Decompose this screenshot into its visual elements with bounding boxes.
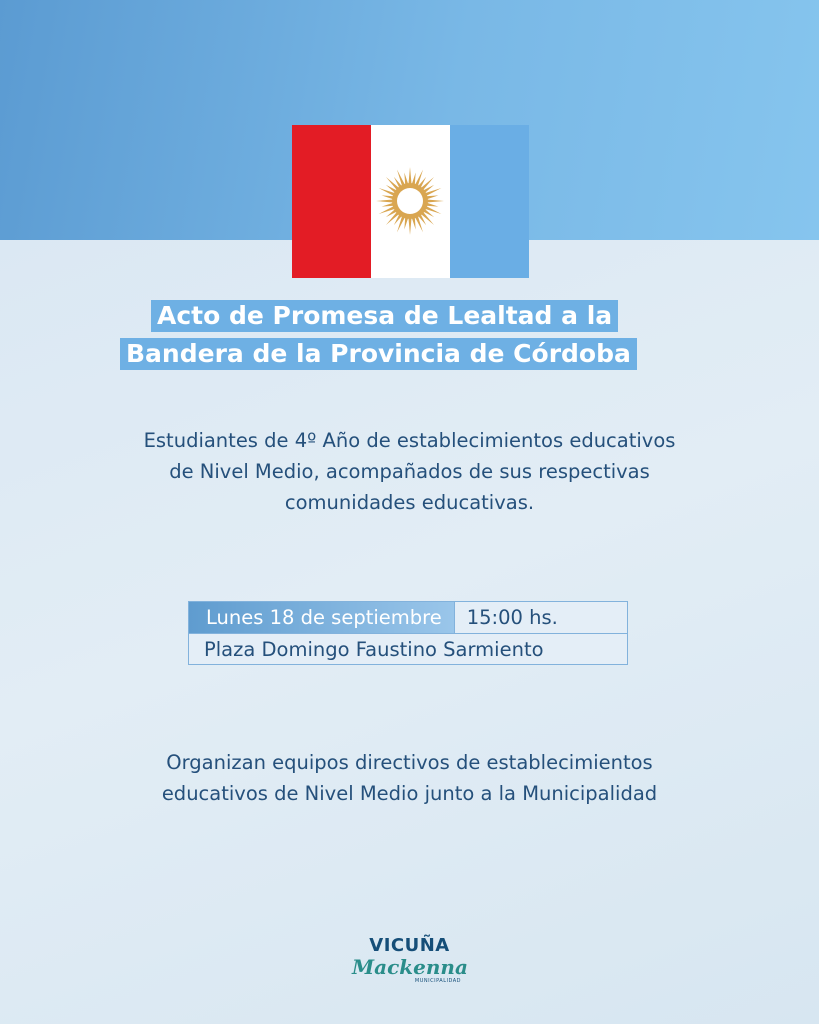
description-line: Estudiantes de 4º Año de establecimientos educativos	[143, 429, 676, 452]
event-time: 15:00 hs.	[454, 602, 558, 633]
event-date-row	[189, 602, 627, 634]
title-line-2: Bandera de la Provincia de Córdoba	[120, 338, 637, 370]
title-line-1: Acto de Promesa de Lealtad a la	[151, 300, 618, 332]
organizers-line: educativos de Nivel Medio junto a la Municipalidad	[161, 782, 658, 805]
organizers-line: Organizan equipos directivos de establecimientos	[166, 751, 653, 774]
event-place: Plaza Domingo Faustino Sarmiento	[204, 638, 544, 661]
logo-top-text: VICUÑA	[369, 935, 450, 956]
sun-icon	[375, 166, 445, 236]
description-line: de Nivel Medio, acompañados de sus respectivas	[169, 460, 650, 483]
municipality-logo	[352, 936, 467, 996]
logo-script-text: Mackenna	[352, 955, 468, 979]
flag-blue-stripe	[450, 125, 529, 278]
description-line: comunidades educativas.	[284, 491, 535, 514]
flag-red-stripe	[292, 125, 371, 278]
event-info-box	[188, 601, 628, 665]
description	[40, 425, 779, 518]
cordoba-flag	[292, 125, 529, 278]
flag-white-stripe	[371, 125, 450, 278]
logo-sub-text: MUNICIPALIDAD	[414, 978, 461, 984]
event-date: Lunes 18 de septiembre	[189, 602, 454, 633]
organizers	[40, 747, 779, 809]
